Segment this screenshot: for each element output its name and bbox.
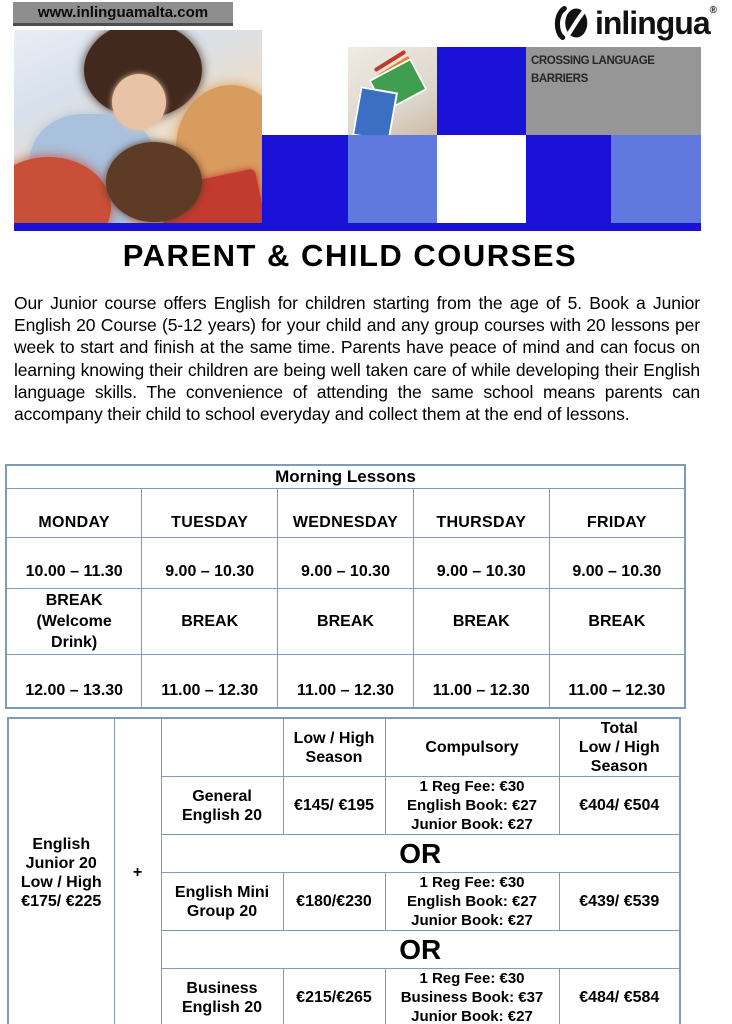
website-url[interactable]: www.inlinguamalta.com	[37, 4, 209, 21]
fee-line1: 1 Reg Fee: €30	[419, 970, 525, 987]
session1-friday: 9.00 – 10.30	[549, 538, 685, 589]
header	[0, 0, 732, 231]
break-monday-line3: Drink)	[51, 634, 98, 651]
session1-row	[6, 538, 685, 589]
session2-friday: 11.00 – 12.30	[549, 655, 685, 709]
intro-paragraph: Our Junior course offers English for children starting from the age of 5. Book a Junior English 20 Course (5-12 years) for your child and any group courses with 20 lessons per week to start and finish at the same time. Parents have peace of mind and can focus on learning knowing their children are being well taken care of while developing their English language skills. The convenience of attending the same school means parents can accompany their child to school everyday and collect them at the end of lessons.	[14, 293, 700, 425]
photo-blue-card	[352, 86, 398, 135]
break-thursday: BREAK	[413, 589, 549, 655]
session2-row	[6, 655, 685, 709]
option-name-line1: General	[192, 787, 252, 805]
header-total-line1: Total	[600, 720, 638, 737]
option-total: €484/ €584	[559, 969, 680, 1024]
fee-line1: 1 Reg Fee: €30	[419, 778, 525, 795]
option-name-line2: Group 20	[186, 902, 258, 920]
session2-tuesday: 11.00 – 12.30	[142, 655, 278, 709]
break-tuesday: BREAK	[142, 589, 278, 655]
option-name-line2: English 20	[181, 806, 263, 824]
fee-line1: 1 Reg Fee: €30	[419, 874, 525, 891]
session1-monday: 10.00 – 11.30	[6, 538, 142, 589]
base-course-price: €175/ €225	[21, 892, 102, 910]
option-name-line2: English 20	[181, 998, 263, 1016]
header-total-line3: Season	[590, 758, 648, 775]
or-cell: OR	[161, 931, 680, 969]
pricing-table	[7, 717, 681, 1024]
registered-mark: ®	[709, 5, 717, 16]
plus-sign: +	[132, 864, 143, 881]
base-course-line3: Low / High	[20, 873, 102, 891]
or-cell: OR	[161, 835, 680, 873]
option-name-line1: Business	[186, 979, 258, 997]
break-monday	[6, 589, 142, 655]
option-name	[161, 969, 283, 1024]
parent-child-photo	[14, 30, 262, 223]
header-divider-bar	[14, 223, 701, 231]
option-name	[161, 777, 283, 835]
session2-thursday: 11.00 – 12.30	[413, 655, 549, 709]
header-season-line1: Low / High	[293, 729, 375, 747]
base-course-line2: Junior 20	[25, 854, 97, 872]
fee-line2: English Book: €27	[406, 893, 538, 910]
day-wednesday: WEDNESDAY	[278, 489, 414, 538]
option-price: €215/€265	[283, 969, 385, 1024]
decor-block-dark-blue-3	[526, 135, 611, 223]
break-row	[6, 589, 685, 655]
header-season-line2: Season	[305, 748, 363, 766]
session1-wednesday: 9.00 – 10.30	[278, 538, 414, 589]
flashcards-photo	[348, 47, 437, 135]
inlingua-logo-icon	[553, 6, 591, 40]
break-friday: BREAK	[549, 589, 685, 655]
base-course-cell	[8, 718, 114, 1024]
fee-line3: Junior Book: €27	[411, 816, 533, 833]
decor-block-medium-blue-1	[348, 135, 437, 223]
header-empty-cell	[161, 718, 283, 777]
session1-tuesday: 9.00 – 10.30	[142, 538, 278, 589]
break-monday-line2: (Welcome	[36, 613, 112, 630]
session2-monday: 12.00 – 13.30	[6, 655, 142, 709]
option-price: €180/€230	[283, 873, 385, 931]
option-price: €145/ €195	[283, 777, 385, 835]
day-thursday: THURSDAY	[413, 489, 549, 538]
logo-wordmark: inlingua	[594, 5, 710, 41]
fee-line2: English Book: €27	[406, 797, 538, 814]
decor-block-medium-blue-2	[611, 135, 701, 223]
option-compulsory	[385, 969, 559, 1024]
base-course-line1: English	[32, 835, 91, 853]
photo-mother-face	[112, 74, 166, 130]
fee-line3: Junior Book: €27	[411, 912, 533, 929]
option-total: €404/ €504	[559, 777, 680, 835]
fee-line2: Business Book: €37	[400, 989, 544, 1006]
page-title: PARENT & CHILD COURSES	[122, 238, 578, 273]
break-monday-line1: BREAK	[45, 592, 103, 609]
day-monday: MONDAY	[6, 489, 142, 538]
days-row	[6, 489, 685, 538]
website-banner	[13, 2, 233, 26]
tagline-box	[526, 47, 701, 135]
option-compulsory	[385, 777, 559, 835]
inlingua-logo	[553, 3, 717, 43]
photo-child-hair	[106, 142, 202, 222]
option-total: €439/ €539	[559, 873, 680, 931]
morning-lessons-title: Morning Lessons	[6, 465, 685, 489]
morning-lessons-table	[5, 464, 686, 709]
header-total-line2: Low / High	[578, 739, 660, 756]
decor-block-dark-blue-1	[437, 47, 526, 135]
header-season	[283, 718, 385, 777]
option-compulsory	[385, 873, 559, 931]
header-total	[559, 718, 680, 777]
decor-block-dark-blue-2	[262, 135, 348, 223]
session1-thursday: 9.00 – 10.30	[413, 538, 549, 589]
day-tuesday: TUESDAY	[142, 489, 278, 538]
option-name	[161, 873, 283, 931]
fee-line3: Junior Book: €27	[411, 1008, 533, 1024]
plus-sign-cell	[114, 718, 161, 1024]
day-friday: FRIDAY	[549, 489, 685, 538]
option-name-line1: English Mini	[174, 883, 270, 901]
header-compulsory: Compulsory	[385, 718, 559, 777]
pricing-header-row	[8, 718, 680, 777]
session2-wednesday: 11.00 – 12.30	[278, 655, 414, 709]
break-wednesday: BREAK	[278, 589, 414, 655]
tagline-text: CROSSING LANGUAGE BARRIERS	[531, 55, 655, 85]
